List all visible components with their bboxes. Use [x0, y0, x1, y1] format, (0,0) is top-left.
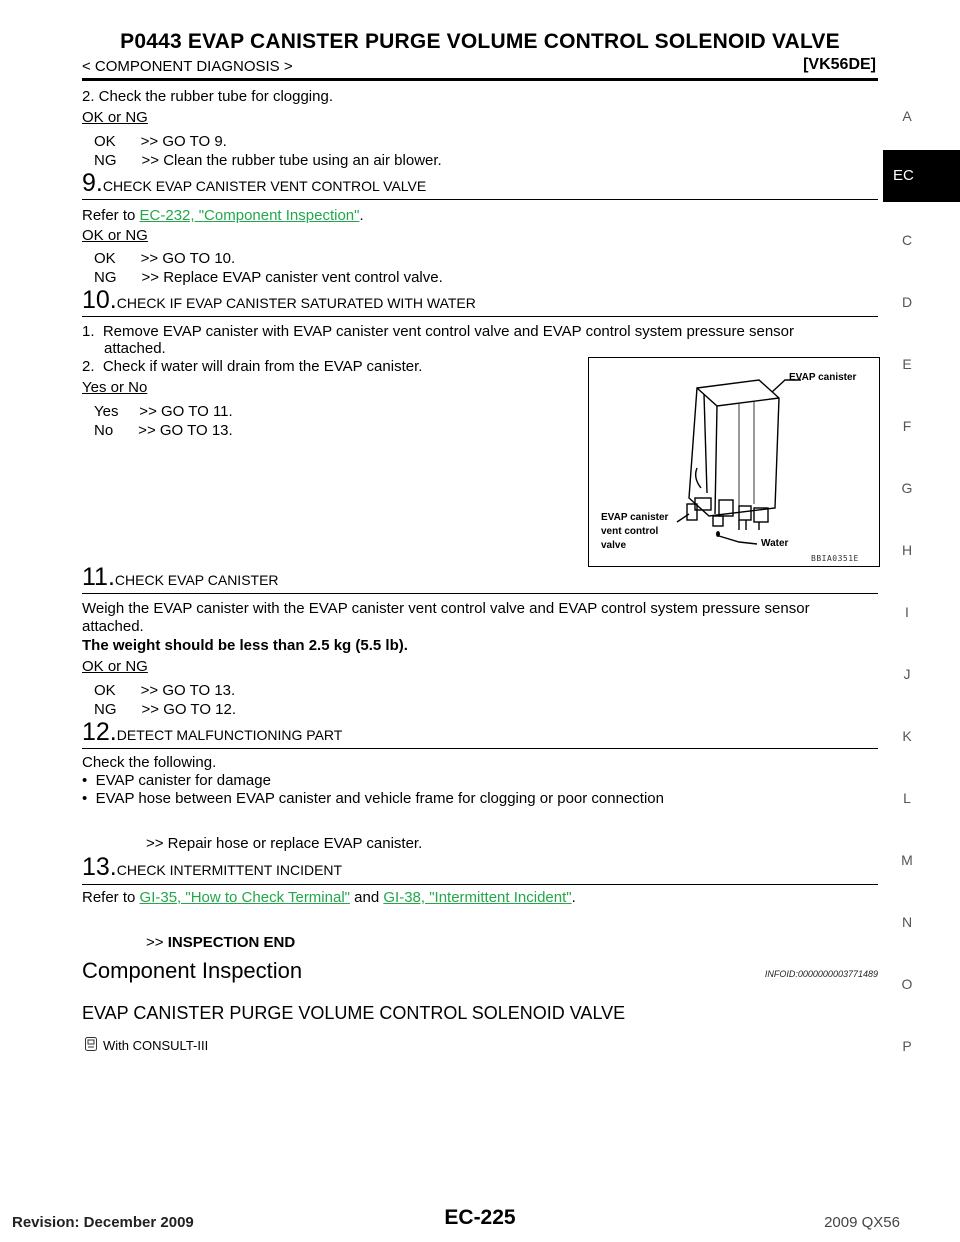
step8-result-ok: OK >> GO TO 9. — [94, 133, 227, 150]
step13-refer — [82, 888, 576, 907]
sidebar-letter-e[interactable]: E — [902, 356, 912, 372]
step13-rule — [82, 884, 878, 885]
step8-item2: 2. Check the rubber tube for clogging. — [82, 88, 333, 105]
step12-intro: Check the following. — [82, 754, 217, 771]
step11-number: 11. — [82, 563, 115, 591]
step12-title: DETECT MALFUNCTIONING PART — [116, 727, 343, 743]
sidebar-letter-k[interactable]: K — [902, 728, 912, 744]
step11-result-ok: OK >> GO TO 13. — [94, 682, 236, 699]
step13-refer-prefix: Refer to — [82, 889, 140, 906]
step13-end-line — [146, 933, 295, 952]
step11-result-ng: NG >> GO TO 12. — [94, 701, 237, 718]
step12-heading — [82, 718, 342, 747]
sidebar-letter-f[interactable]: F — [902, 418, 912, 434]
step13-refer-suffix: . — [571, 889, 576, 906]
step12-number: 12. — [82, 718, 117, 746]
sidebar-letter-i[interactable]: I — [905, 604, 909, 620]
step8-result-ng: NG >> Clean the rubber tube using an air blower. — [94, 152, 442, 169]
step11-rule — [82, 593, 878, 594]
figure-code: BBIA0351E — [811, 554, 859, 563]
step13-and: and — [349, 889, 384, 906]
step10-rule — [82, 316, 878, 317]
sidebar-letter-h[interactable]: H — [901, 542, 913, 558]
step12-bullet-2: • EVAP hose between EVAP canister and vehicle frame for clogging or poor connection — [82, 790, 664, 807]
step13-title: CHECK INTERMITTENT INCIDENT — [116, 862, 343, 878]
footer-page-number: EC-225 — [444, 1206, 516, 1229]
footer-revision: Revision: December 2009 — [12, 1214, 194, 1231]
section-label: < COMPONENT DIAGNOSIS > — [82, 58, 293, 75]
step11-heading — [82, 563, 279, 592]
figure-label-water: Water — [761, 538, 789, 549]
sidebar-letter-j[interactable]: J — [903, 666, 911, 682]
consult-icon — [84, 1036, 98, 1052]
sidebar-tab-ec[interactable] — [883, 150, 960, 202]
header-rule — [82, 78, 878, 81]
step13-link-terminal[interactable]: GI-35, "How to Check Terminal" — [139, 889, 350, 906]
ok-or-ng-3: OK or NG — [82, 658, 148, 675]
sidebar-letter-c[interactable]: C — [901, 232, 913, 248]
step12-result: >> Repair hose or replace EVAP canister. — [146, 835, 423, 852]
step13-number: 13. — [82, 853, 117, 881]
sidebar-letter-o[interactable]: O — [901, 976, 913, 992]
step9-link[interactable]: EC-232, "Component Inspection" — [139, 207, 360, 224]
page-title: P0443 EVAP CANISTER PURGE VOLUME CONTROL SOLENOID VALVE — [120, 30, 840, 53]
step10-result-yes: Yes >> GO TO 11. — [94, 403, 233, 420]
step13-heading — [82, 853, 342, 882]
water-drop-icon — [716, 531, 720, 537]
figure-label-vent-valve-3: valve — [601, 540, 627, 551]
footer-model: 2009 QX56 — [824, 1214, 900, 1231]
sidebar-letter-l[interactable]: L — [903, 790, 911, 806]
step9-refer-prefix: Refer to — [82, 207, 140, 224]
step11-title: CHECK EVAP CANISTER — [114, 572, 279, 588]
ok-or-ng-2: OK or NG — [82, 227, 148, 244]
step10-number: 10. — [82, 286, 117, 314]
step12-bullet-1: • EVAP canister for damage — [82, 772, 271, 789]
step9-title: CHECK EVAP CANISTER VENT CONTROL VALVE — [102, 178, 427, 194]
step9-refer-suffix: . — [359, 207, 364, 224]
consult-label: With CONSULT-III — [103, 1038, 209, 1053]
step9-heading — [82, 169, 426, 198]
sidebar-letter-a[interactable]: A — [902, 108, 912, 124]
step13-arrow: >> — [146, 934, 168, 951]
step11-body: Weigh the EVAP canister with the EVAP canister vent control valve and EVAP control system pressure sensor — [82, 600, 810, 617]
sidebar-letter-g[interactable]: G — [901, 480, 913, 496]
ok-or-ng-1: OK or NG — [82, 109, 148, 126]
yes-or-no: Yes or No — [82, 379, 148, 396]
step10-item2: 2. Check if water will drain from the EVAP canister. — [82, 358, 423, 375]
step13-link-intermittent[interactable]: GI-38, "Intermittent Incident" — [383, 889, 572, 906]
info-id: INFOID:0000000003771489 — [764, 969, 878, 979]
sidebar-letter-m[interactable]: M — [901, 852, 913, 868]
figure-label-evap-canister: EVAP canister — [789, 372, 857, 383]
sidebar-tab-ec-label: EC — [893, 167, 914, 184]
step9-result-ng: NG >> Replace EVAP canister vent control valve. — [94, 269, 443, 286]
component-inspection-title: Component Inspection — [82, 958, 303, 983]
evap-canister-figure — [588, 357, 880, 567]
step9-result-ok: OK >> GO TO 10. — [94, 250, 236, 267]
engine-label: [VK56DE] — [803, 56, 876, 73]
sub-heading: EVAP CANISTER PURGE VOLUME CONTROL SOLENOID VALVE — [82, 1003, 626, 1023]
inspection-end: INSPECTION END — [167, 934, 296, 951]
step10-heading — [82, 286, 476, 315]
step10-item1: 1. Remove EVAP canister with EVAP canister vent control valve and EVAP control system pressure sensor — [82, 323, 794, 340]
step12-rule — [82, 748, 878, 749]
figure-label-vent-valve-1: EVAP canister — [601, 512, 669, 523]
sidebar-letter-n[interactable]: N — [901, 914, 913, 930]
sidebar-letter-d[interactable]: D — [901, 294, 913, 310]
figure-label-vent-valve-2: vent control — [601, 526, 659, 537]
step9-rule — [82, 199, 878, 200]
step10-result-no: No >> GO TO 13. — [94, 422, 233, 439]
step10-title: CHECK IF EVAP CANISTER SATURATED WITH WATER — [116, 295, 476, 311]
step11-spec: The weight should be less than 2.5 kg (5.5 lb). — [82, 637, 408, 654]
step11-body-cont: attached. — [82, 618, 144, 635]
sidebar-letter-p[interactable]: P — [902, 1038, 912, 1054]
step9-number: 9. — [82, 169, 103, 197]
step10-item1-cont: attached. — [104, 340, 166, 357]
step9-refer — [82, 206, 364, 225]
